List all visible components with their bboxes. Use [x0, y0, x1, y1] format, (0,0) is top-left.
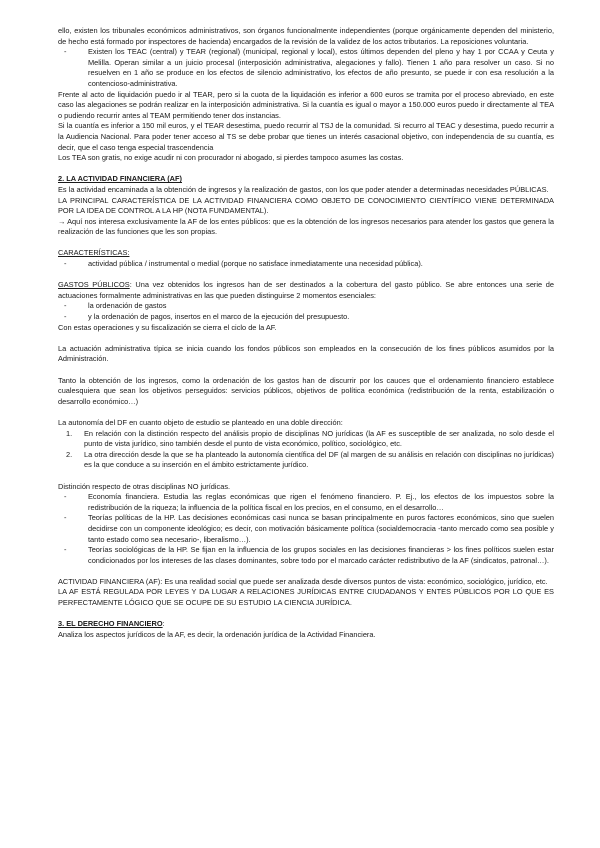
list-item-disciplina [58, 513, 554, 545]
bullet-marker: - [64, 545, 67, 555]
number-marker: 2. [66, 449, 73, 459]
section-heading-derecho-financiero: 3. EL DERECHO FINANCIERO [58, 619, 163, 629]
list-item-gasto [58, 301, 554, 312]
paragraph-autonomia-df: La autonomía del DF en cuanto objeto de estudio se planteado en una doble dirección: [58, 417, 343, 427]
paragraph-liquidacion: Frente al acto de liquidación puedo ir al TEAR, pero si la cuota de la liquidación es inferior a 600 euros se tramita por el proceso abreviado, en este caso las alegaciones se podrán realizar en la interposición administrativa. Si la cuantía es igual o mayor a 150.000 euros puedo ir directamente al TEA o pudiendo recurrir antes al TEAM permitiendo tener dos instancias. [58, 89, 554, 120]
list-item-text: Teorías sociológicas de la HP. Se fijan en la influencia de los grupos sociales en las decisiones financieras > los fines políticos suelen estar condicionados por los intereses de las clases dominantes, sobre todo por el marcado carácter redistributivo de la AF (sindicatos, patronal…). [88, 545, 554, 565]
paragraph-tea-gratis: Los TEA son gratis, no exige acudir ni con procurador ni abogado, si pierdes tampoco asumes las costas. [58, 153, 404, 163]
numbered-item-text: La otra dirección desde la que se ha planteado la autonomía científica del DF (al margen de su análisis en relación con disciplinas no jurídicas) es la que conduce a su inserción en el ámbito estrictamente jurídico. [84, 449, 554, 470]
bullet-marker: - [64, 47, 67, 57]
numbered-item-text: En relación con la distinción respecto del análisis propio de disciplinas NO jurídicas (la AF es susceptible de ser analizada, no solo desde el punto de vista jurídico, sino también desde el punto de vista económico, político, sociológico, etc. [84, 428, 554, 449]
list-item-text: actividad pública / instrumental o medial (porque no satisface inmediatamente una necesidad pública). [88, 259, 423, 269]
paragraph-caracteristica-principal: LA PRINCIPAL CARACTERÍSTICA DE LA ACTIVIDAD FINANCIERA COMO OBJETO DE CONOCIMIENTO CIENTÍFICO VIENE DETERMINADA POR LA IDEA DE CONTROL A LA HP (NOTA FUNDAMENTAL). [58, 195, 554, 216]
paragraph-af-entes-publicos: → Aquí nos interesa exclusivamente la AF de los entes públicos: que es la obtención de los ingresos necesarios para atender los gastos que genera la realización de las funciones que les son propias. [58, 216, 554, 237]
section-heading-actividad-financiera: 2. LA ACTIVIDAD FINANCIERA (AF) [58, 174, 182, 184]
heading-colon: : [162, 619, 165, 629]
list-item-gasto [58, 312, 554, 323]
paragraph-gastos-publicos [58, 280, 554, 301]
section-heading-derecho-financiero-line [58, 619, 554, 630]
bullet-marker: - [64, 259, 67, 269]
paragraph-derecho-financiero: Analiza los aspectos jurídicos de la AF, es decir, la ordenación jurídica de la Actividad Financiera. [58, 629, 376, 639]
paragraph-ciclo-af: Con estas operaciones y su fiscalización se cierra el ciclo de la AF. [58, 322, 277, 332]
paragraph-actuacion-administrativa: La actuación administrativa típica se inicia cuando los fondos públicos son empleados en la consecución de los fines públicos asumidos por la Administración. [58, 343, 554, 364]
list-item-text: la ordenación de gastos [88, 301, 167, 311]
list-item-caracteristica [58, 259, 554, 270]
distincion-heading: Distinción respecto de otras disciplinas NO jurídicas. [58, 481, 231, 491]
list-item-disciplina [58, 492, 554, 513]
caracteristicas-heading: CARACTERÍSTICAS: [58, 248, 130, 258]
list-item-text: y la ordenación de pagos, insertos en el marco de la ejecución del presupuesto. [88, 312, 350, 322]
bullet-marker: - [64, 312, 67, 322]
list-item-text: Economía financiera. Estudia las reglas económicas que rigen el fenómeno financiero. P. Ej., los efectos de los impuestos sobre la redistribución de la riqueza; la influencia de la política fiscal en los precios, en el consumo, en el desarrollo… [88, 492, 554, 512]
paragraph-definicion-af: Es la actividad encaminada a la obtención de ingresos y la realización de gastos, con los que poder atender a determinadas necesidades PÚBLICAS. [58, 184, 549, 194]
list-item-disciplina [58, 545, 554, 566]
bullet-marker: - [64, 492, 67, 502]
paragraph-obtencion-ingresos: Tanto la obtención de los ingresos, como la ordenación de los gastos han de discurrir por los cauces que el ordenamiento financiero establece cualesquiera que sean los objetivos perseguidos: servicios públicos, objetivos de política económica (redistribución de la renta, estabilización o desarrollo económico…) [58, 375, 554, 406]
numbered-item [58, 429, 554, 450]
paragraph-tribunales: ello, existen los tribunales económicos administrativos, son órganos funcionalmente independientes (porque orgánicamente dependen del ministerio, de hecho está formado por inspectores de hacienda) encargados de la revisión de la validez de los actos tributarios. La reposiciones voluntaria. [58, 26, 554, 46]
list-item-text: Existen los TEAC (central) y TEAR (regional) (municipal, regional y local), estos últimos dependen del pleno y hay 1 por CCAA y Ceuta y Melilla. Operan similar a un juicio procesal (interposición administrativa, alegaciones y fallo). Tienen 1 año para resolver un caso. Si no resuelven en 1 año se produce en los efectos de silencio administrativo, los efectos de año presunto, se puede ir con esa resolución a la contencioso-administrativa. [88, 47, 554, 88]
bullet-marker: - [64, 513, 67, 523]
list-item-text: Teorías políticas de la HP. Las decisiones económicas casi nunca se basan principalmente en puros factores económicos, sino que suelen decidirse con un componente ideológico; es decir, con motivación básicamente política (socialdemocracia -tanto mercado como sea posible y tanto estado como sea necesario-, liberalismo…). [88, 513, 554, 544]
list-item-teac [58, 47, 554, 89]
numbered-item [58, 450, 554, 471]
paragraph-cuantia: Si la cuantía es inferior a 150 mil euros, y el TEAR desestima, puedo recurrir al TSJ de la comunidad. Si recurro al TEAC y desestima, puedo recurrir a la Audiencia Nacional. Para poder tener acceso al TS se debe probar que tienes un interés casacional objetivo, con independencia de su cuantía, es decir, que el caso tenga especial trascendencia [58, 121, 554, 152]
gastos-publicos-label: GASTOS PÚBLICOS [58, 280, 130, 290]
paragraph-af-realidad-social: ACTIVIDAD FINANCIERA (AF): Es una realidad social que puede ser analizada desde diversos puntos de vista: económico, sociológico, jurídico, etc. [58, 576, 548, 586]
gastos-publicos-text: : Una vez obtenidos los ingresos han de ser destinados a la cobertura del gasto público. Se abre entonces una serie de actuaciones formalmente administrativas en las que pueden distinguirse 2 momentos esenciales: [58, 280, 554, 300]
number-marker: 1. [66, 428, 73, 438]
paragraph-af-regulada: LA AF ESTÁ REGULADA POR LEYES Y DA LUGAR A RELACIONES JURÍDICAS ENTRE CIUDADANOS Y ENTES PÚBLICOS POR LO QUE ES PERFECTAMENTE LÓGICO QUE SE OCUPE DE SU ESTUDIO LA CIENCIA JURÍDICA. [58, 587, 554, 608]
bullet-marker: - [64, 301, 67, 311]
